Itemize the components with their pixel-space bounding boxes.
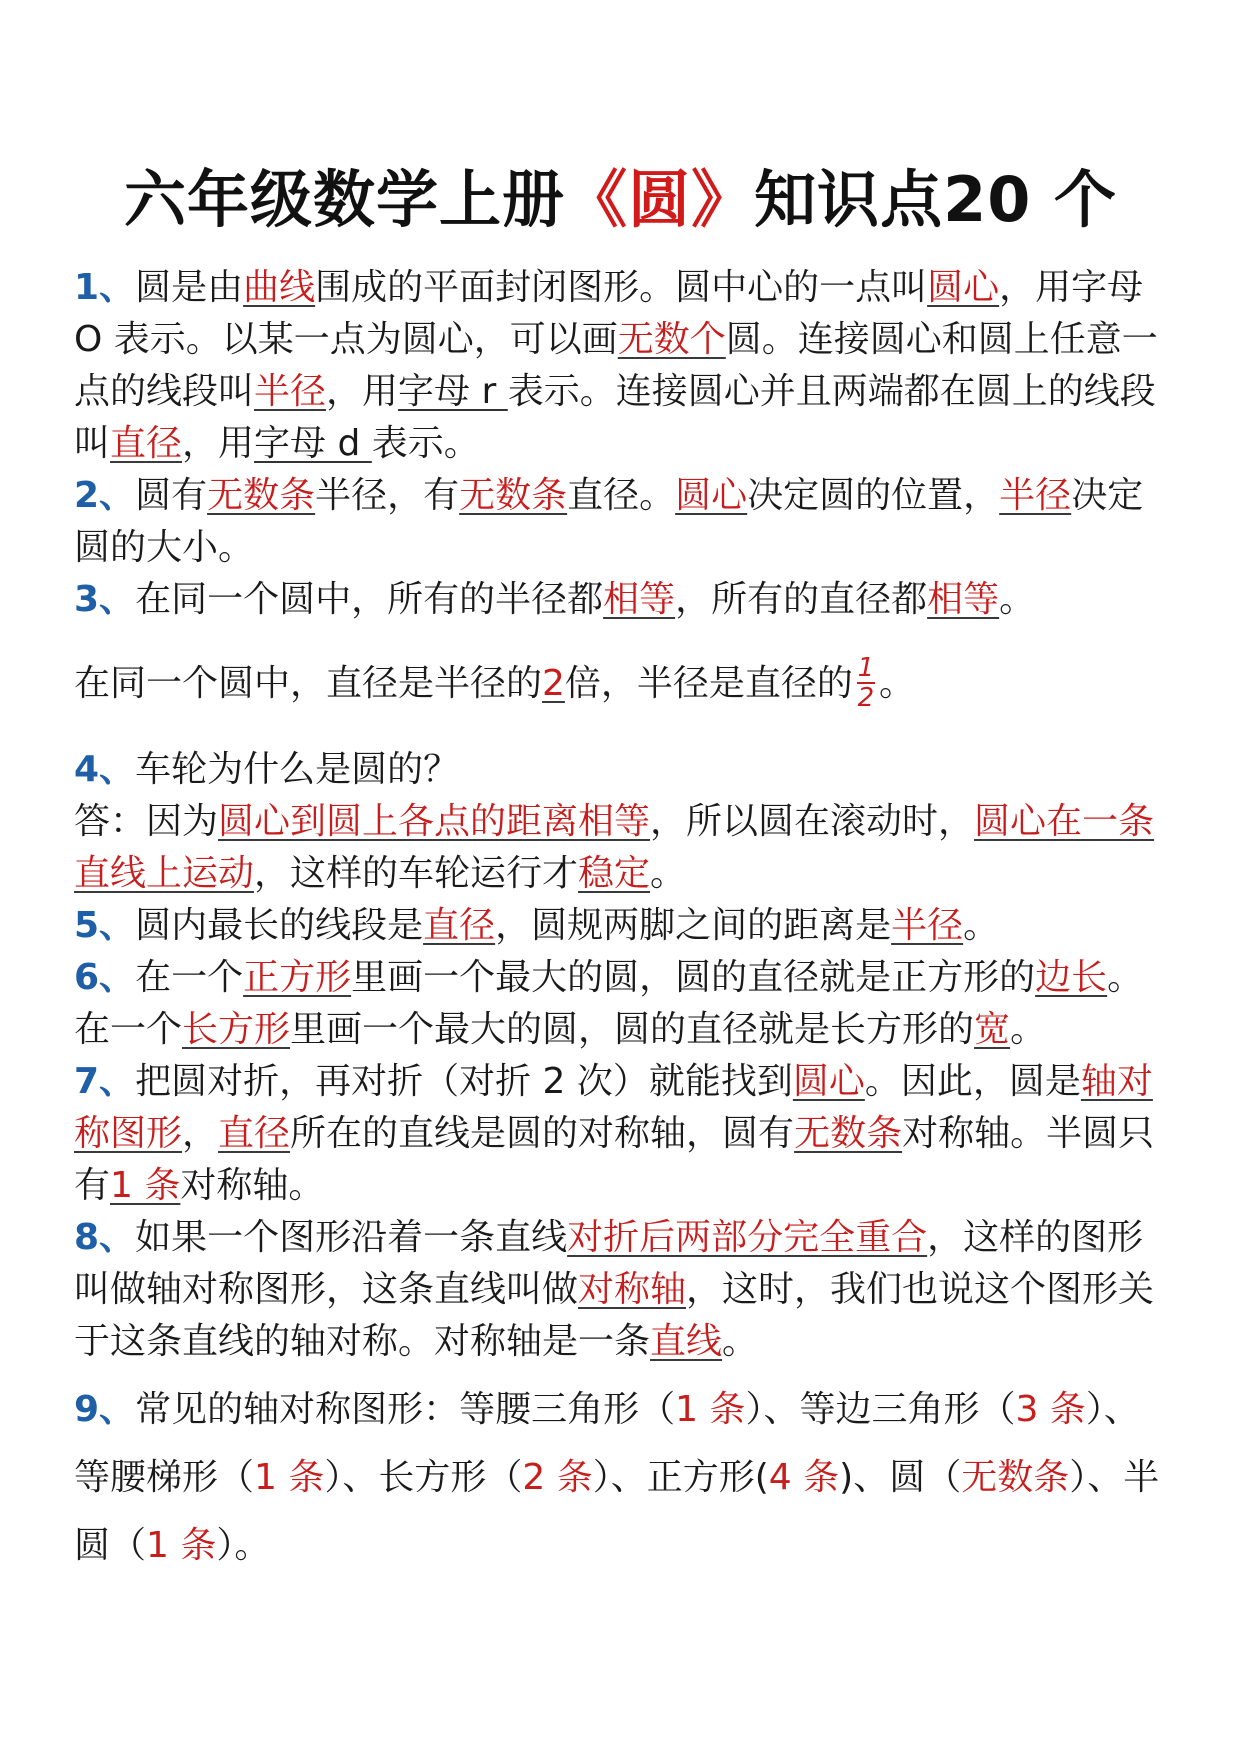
keyword: 无数条 [794, 1113, 903, 1154]
text: 。 [963, 905, 1000, 946]
text: 倍，半径是直径的 [564, 663, 853, 704]
keyword: 圆心到圆上各点的距离相等 [218, 801, 651, 842]
text: 圆。连接圆心和圆上任意一点的线段叫 [74, 319, 1158, 412]
keyword: 直线 [650, 1321, 723, 1362]
text: 。 [1010, 1009, 1047, 1050]
text: ）、等边三角形（ [745, 1389, 1016, 1430]
text: ，用 [326, 371, 399, 412]
keyword: 圆心 [792, 1061, 865, 1102]
keyword: 半径 [891, 905, 964, 946]
text: ，所有的直径都 [675, 579, 928, 620]
text: ，这样的车轮运行才 [254, 853, 579, 894]
text: 常见的轴对称图形：等腰三角形（ [135, 1389, 676, 1430]
text: 决定圆的位置， [747, 475, 1000, 516]
point-number: 5、 [74, 905, 136, 946]
keyword: 无数个 [617, 319, 726, 360]
text: ）、半圆（ [74, 1457, 1160, 1566]
point-1 [74, 262, 1174, 470]
keyword: 边长 [1035, 957, 1108, 998]
keyword: 直径 [218, 1113, 291, 1154]
keyword: 直径 [110, 423, 183, 464]
text: ）。 [216, 1525, 271, 1566]
keyword: 圆心 [675, 475, 748, 516]
fraction-numerator: 1 [857, 653, 875, 683]
keyword: 曲线 [243, 267, 316, 308]
text: 表示。 [371, 423, 480, 464]
text: 把圆对折，再对折（对折 2 次）就能找到 [135, 1061, 793, 1102]
point-number: 7、 [74, 1061, 136, 1102]
keyword: 稳定 [578, 853, 651, 894]
title-text: 六年级数学上册 [124, 163, 566, 236]
text: 在一个 [74, 1009, 183, 1050]
text: 对称轴。 [180, 1165, 325, 1206]
text: 。 [650, 853, 687, 894]
keyword: 相等 [603, 579, 676, 620]
count-value: 2 条 [522, 1457, 593, 1498]
text: ，这时，我们也说这个图形关于这条直线的轴对称。对称轴是一条 [74, 1269, 1155, 1362]
text: 圆有 [135, 475, 208, 516]
text: 半径，有 [315, 475, 460, 516]
point-number: 2、 [74, 475, 136, 516]
text: ，用 [182, 423, 255, 464]
keyword: 圆心 [927, 267, 1000, 308]
keyword: 宽 [974, 1009, 1011, 1050]
text: 。 [722, 1321, 759, 1362]
underlined-text: 字母 r [398, 371, 508, 412]
keyword: 相等 [927, 579, 1000, 620]
point-2 [74, 470, 1174, 574]
title-highlight: 《圆》 [565, 163, 755, 236]
point-4-answer [74, 796, 1174, 900]
point-number: 8、 [74, 1217, 136, 1258]
point-4-question [74, 744, 1174, 796]
text: 圆是由 [135, 267, 244, 308]
text: ）、正方形( [592, 1457, 769, 1498]
keyword: 直径 [423, 905, 496, 946]
text: ，用字母 O 表示。以某一点为圆心，可以画 [74, 267, 1144, 360]
text: 如果一个图形沿着一条直线 [135, 1217, 568, 1258]
text: 。因此，圆是 [864, 1061, 1081, 1102]
text: ，所以圆在滚动时， [650, 801, 975, 842]
text: ）、等腰梯形（ [74, 1389, 1140, 1498]
text: 表示。连接圆心并且两端都在圆上的线段叫 [74, 371, 1156, 464]
keyword: 长方形 [182, 1009, 291, 1050]
point-3-continued [74, 653, 1174, 714]
keyword: 1 条 [110, 1165, 181, 1206]
point-number: 1、 [74, 267, 136, 308]
text: 。 [999, 579, 1036, 620]
point-6 [74, 952, 1174, 1056]
point-3 [74, 574, 1174, 626]
text: 答：因为 [74, 801, 219, 842]
text: 圆内最长的线段是 [135, 905, 424, 946]
text: )、圆（ [839, 1457, 962, 1498]
text: 直径。 [567, 475, 676, 516]
keyword: 正方形 [243, 957, 352, 998]
keyword: 轴对称图形 [74, 1061, 1153, 1154]
keyword: 2 [542, 663, 565, 704]
point-number: 3、 [74, 579, 136, 620]
keyword: 圆心在一条直线上运动 [74, 801, 1155, 894]
point-number: 9、 [74, 1389, 136, 1430]
knowledge-list [74, 262, 1174, 1580]
point-7 [74, 1056, 1174, 1212]
count-value: 1 条 [675, 1389, 746, 1430]
text: 里画一个最大的圆，圆的直径就是正方形的 [351, 957, 1036, 998]
keyword: 对折后两部分完全重合 [567, 1217, 928, 1258]
count-value: 1 条 [254, 1457, 325, 1498]
keyword: 无数条 [207, 475, 316, 516]
keyword: 半径 [254, 371, 327, 412]
point-number: 4、 [74, 749, 136, 790]
count-value: 1 条 [146, 1525, 217, 1566]
page-title [0, 150, 1241, 239]
point-9 [74, 1376, 1174, 1580]
text: 围成的平面封闭图形。圆中心的一点叫 [315, 267, 928, 308]
text: 里画一个最大的圆，圆的直径就是长方形的 [290, 1009, 975, 1050]
keyword: 无数条 [459, 475, 568, 516]
title-suffix: 知识点20 个 [754, 163, 1117, 236]
text: 车轮为什么是圆的？ [135, 749, 460, 790]
keyword: 对称轴 [578, 1269, 687, 1310]
text: 。 [1107, 957, 1144, 998]
text: 在同一个圆中，所有的半径都 [135, 579, 604, 620]
fraction-denominator: 2 [857, 683, 875, 713]
point-5 [74, 900, 1174, 952]
text: ，圆规两脚之间的距离是 [495, 905, 892, 946]
text: 所在的直线是圆的对称轴，圆有 [290, 1113, 795, 1154]
text: 在一个 [135, 957, 244, 998]
count-value: 无数条 [961, 1457, 1070, 1498]
count-value: 3 条 [1015, 1389, 1086, 1430]
underlined-text: 字母 d [254, 423, 372, 464]
count-value: 4 条 [768, 1457, 840, 1498]
text: 。 [878, 663, 915, 704]
fraction-one-half [857, 654, 875, 712]
text: 在同一个圆中，直径是半径的 [74, 663, 543, 704]
text: 对称轴。半圆只有 [74, 1113, 1155, 1206]
point-number: 6、 [74, 957, 136, 998]
text: ）、长方形（ [324, 1457, 523, 1498]
point-8 [74, 1212, 1174, 1368]
keyword: 半径 [999, 475, 1072, 516]
text: 决定圆的大小。 [74, 475, 1144, 568]
text: ， [182, 1113, 219, 1154]
text: ，这样的图形叫做轴对称图形，这条直线叫做 [74, 1217, 1144, 1310]
